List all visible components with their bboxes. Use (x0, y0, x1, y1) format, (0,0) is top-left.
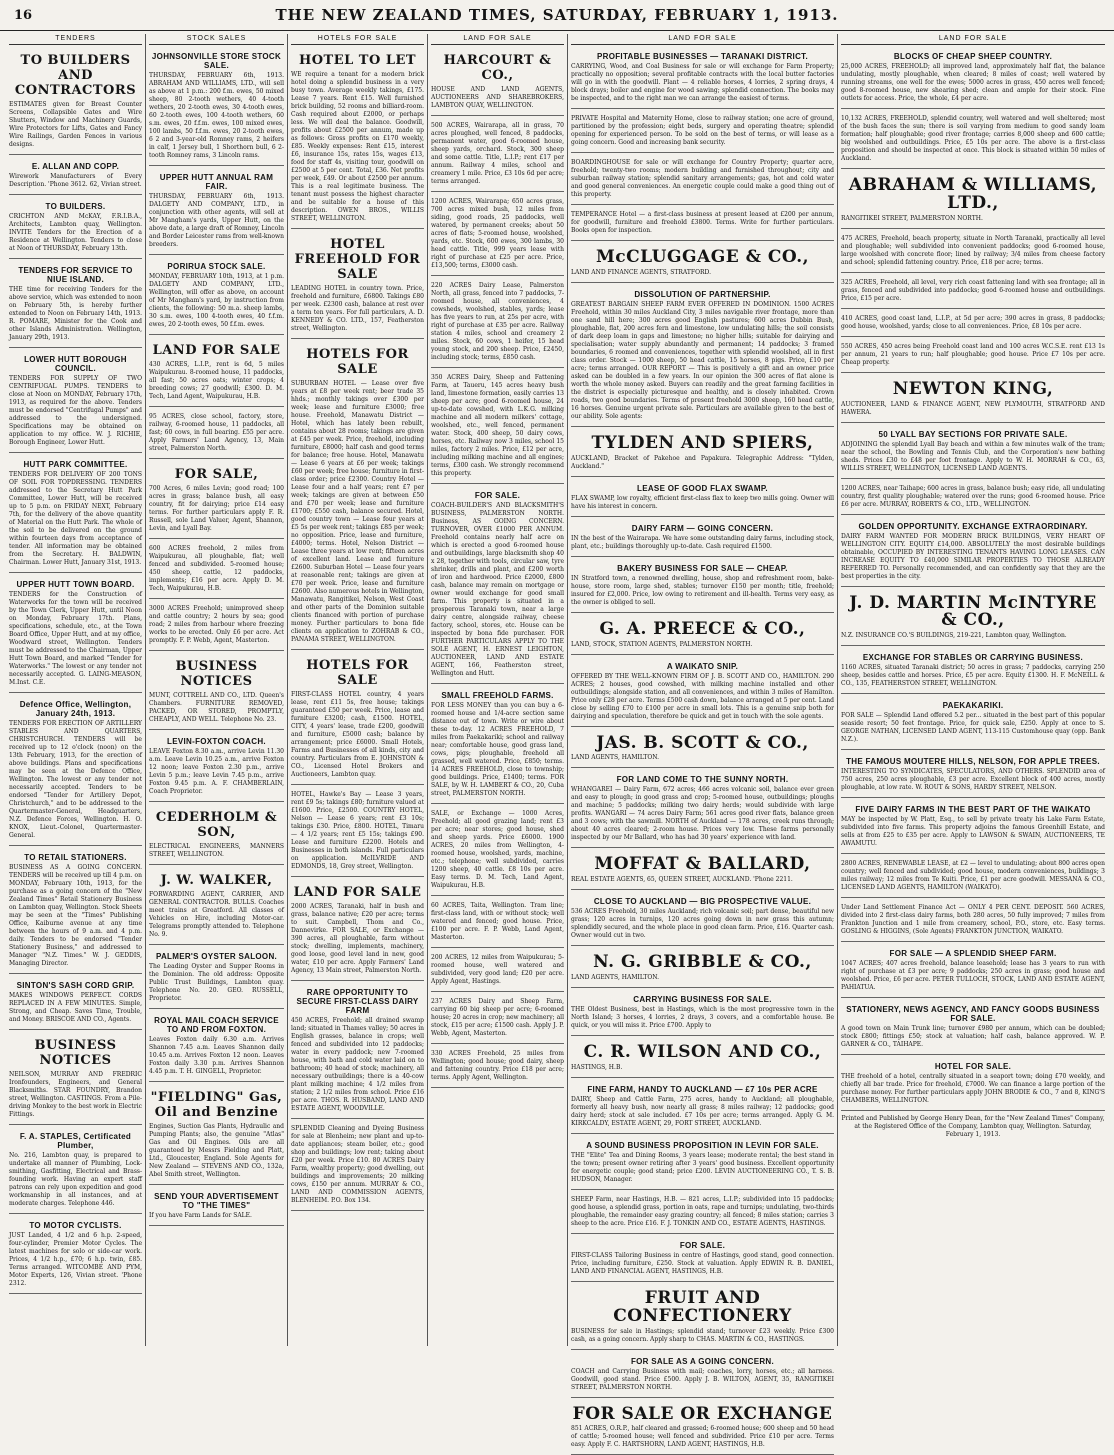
advertisement (571, 244, 834, 283)
advertisement (149, 602, 284, 651)
advertisement (431, 951, 564, 992)
advertisement (9, 576, 142, 693)
advertisement (571, 156, 834, 205)
advertisement (841, 112, 1105, 169)
advertisement (841, 482, 1105, 515)
ad-body-text: TENDERS FOR DELIVERY OF 200 TONS OF SOIL FOR TOPDRESSING. TENDERS addressed to the Secretary Hutt Park Committee, Lower Hutt, will be received up to 5 p.m. on FRIDAY NEXT, February 7th, for the delivery of the above quantity of Material on the Hutt Park. The whole of the soil to be delivered on the ground within fourteen days from acceptance of tender. All information may be obtained from the Secretary. H. BALDWIN, Chairman. Lower Hutt, January 31st, 1913. (9, 471, 142, 566)
advertisement (291, 788, 424, 877)
ad-body-text: RANGITIKEI STREET, PALMERSTON NORTH. (841, 214, 983, 222)
ad-body-text: HOUSE AND LAND AGENTS, AUCTIONEERS AND SHAREBROKERS, LAMBTON QUAY, WELLINGTON. (431, 86, 564, 109)
advertisement (571, 48, 834, 109)
ad-body-text: GREATEST BARGAIN SHEEP FARM EVER OFFERED IN DOMINION. 1500 ACRES Freehold, within 30 miles Auckland City, 3 miles navigable river frontage, more than one sand hill here; 300 acres good English pastures; 600 acres Dubbin Bush, ploughable, flat, 200 acres fern and limestone, low undulating hills; the soil consists of dark deep loam in gaps and limestone; no higher hills; suitable for dairying and specialisation; water supply abundantly and permanent; 14 paddocks; 3 framed boundaries, 6 roomed and conveniences, together with splendid woolshed, all in first class order. Stock — 1000 sheep, 50 head cattle, 15 horses, 8 pigs. Price, £10 per acre; terms arranged. OUR REPORT — This is positively a gift and an owner price asked can be doubled in a few years. In our opinion the 300 acres of flat alone is worth the whole money asked. Buyers can readily and the great farming facilities in the district is especially picturesque and healthy, and is closely inhabited. Crown roads, two good boundaries. Terms of present freehold 3000 sheep, 160 head cattle, 16 horses. Genuine urgent private sale. Particulars are available given to the best of our ability. Sole agents: (571, 300, 834, 420)
newspaper-title: THE NEW ZEALAND TIMES, SATURDAY, FEBRUARY 1, 1913. (275, 6, 839, 24)
ad-body-text: 450 ACRES, Freehold; all drained swamp land; situated in Thames valley; 50 acres in English grasses, balance in crops; well fenced and subdivided into 12 paddocks; water in every paddock; new 7-roomed house, with bath and cold water laid on to bathroom; 40 head of stock; machinery, all necessary outbuildings; there is a 40-cow plant milking machine; 4 1/2 miles from station; 2 1/2 miles from school. Price £16 per acre. THOS. R. HUSBAND, LAND AND ESTATE AGENT, WOODVILLE. (291, 1017, 424, 1112)
advertisement (9, 1217, 142, 1294)
advertisement (841, 801, 1105, 854)
ad-headline: N. G. GRIBBLE & CO., (593, 952, 812, 973)
ad-body-text: WHANGAREI — Dairy Farm, 672 acres; 466 acres volcanic soil, balance ever green and easy to plough; in good grass and crop; 5-roomed house, outbuildings; ploughs and machine; 5 paddocks; milking two dairy herds; would subdivide with large profits. WANGARI — 74 acres Dairy Farm; 561 acres good river flats, balance green and 3 cows; with the sawmill. NORTH of Auckland — 178 acres, creek runs through; about 40 acres cleared; 2-room house. Prices very low. These farms personally inspected by our Mr Ballard, who has had 30 years' experience with land. (571, 786, 834, 842)
ad-headline: CEDERHOLM & SON, (155, 810, 278, 840)
ad-headline: TO BUILDERS. (45, 202, 106, 211)
ad-headline: BUSINESS NOTICES (34, 1038, 117, 1068)
ad-body-text: INTERESTING TO SYNDICATES, SPECULATORS, AND OTHERS. SPLENDID area of 750 acres, 250 acres ploughable, £3 per acre. Excellent block of 400 acres, mostly ploughable, at low rate. W. ROUT & SONS, HARDY STREET, NELSON. (841, 768, 1105, 792)
advertisement (841, 426, 1105, 479)
ad-headline: BUSINESS NOTICES (175, 659, 258, 689)
ad-headline: DISSOLUTION OF PARTNERSHIP. (634, 289, 771, 299)
ad-headline: HOTELS FOR SALE (306, 658, 409, 688)
ad-headline: FOR SALE. (679, 1240, 726, 1250)
ad-body-text: 430 ACRES, L.I.P., rent is 6d, 5 miles Waipukurau. 8-roomed house, 11 paddocks, all fast; 50 acres oats; winter crops; 4 breeding cows; 27 goodwill; £300. D. M. Tech, Land Agent, Waipukurau, H.B. (149, 361, 284, 400)
ad-body-text: LEADING HOTEL in country town. Price, freehold and furniture, £6800. Takings £80 per week. £2300 cash, balance at rest over a term ten years. For full particulars, A. D. KENNEDY & CO. LTD., 157, Featherston street, Wellington. (291, 285, 424, 332)
ad-headline: CARRYING BUSINESS FOR SALE. (633, 995, 772, 1005)
ad-body-text: COACH-BUILDER'S AND BLACKSMITH'S BUSINESS, PALMERSTON NORTH. Business, AS GOING CONCERN. TURNOVER, OVER £1000 PER ANNUM. Freehold contains nearly half acre on which is erected a good 6-roomed house and outbuildings, large blacksmith shop 40 x 28, together with tools, circular saw, tyre shrinker, drills and plant, and £200 worth of iron and hardwood. Price £2000, £800 cash, balance may remain on mortgage or owner would exchange for good small farm. This property is situated in a prosperous Taranaki town, near a large dairy centre, alongside railway, cheese factory, school, stores, etc. House can be inspected by bona fide purchaser. FOR FURTHER PARTICULARS APPLY TO THE SOLE AGENT, H. ERNEST LEIGHTON, AUCTIONEER, LAND AND ESTATE AGENT, 166, Featherston street, Wellington and Hutt. (431, 502, 564, 677)
ad-body-text: 350 ACRES Dairy, Sheep and Fattening Farm, at Taueru, 145 acres heavy bush land, limestone formation, easily carries 13 sheep per acre; good 6-roomed house, 24 up-to-date cowshed, with L.K.G. milking machine and all modern milkers' cottage, woolshed, etc., well fenced, permanent water. Stock, 400 sheep, 50 dairy cows, horses, etc. Railway now 3 miles, school 15 miles, factory 2 miles. Price, £12 per acre, including milking machine and all engines; terms, £300 cash. We strongly recommend this property. (431, 374, 564, 477)
ad-body-text: THE freehold of a hotel, centrally situated in a seaport town; doing £70 weekly, and chiefly all bar trade. Price for freehold, £7000. We can finance a large portion of the purchase money. For further particulars apply JOHN BRODIE & CO., 7 and 8, KING'S CHAMBERS, WELLINGTON. (841, 1073, 1105, 1105)
advertisement (9, 456, 142, 573)
advertisement (571, 1137, 834, 1190)
ad-body-text: 95 ACRES, close school, factory, store, railway, 6-roomed house, 11 paddocks, all fast; 60 cows, in full bearing. £55 per acre. Apply Farmers' Land Agency, 13, Main street, Palmerston North. (149, 413, 284, 452)
ad-body-text: 25,000 ACRES, FREEHOLD; all improved land, approximately half flat, the balance undulating, mostly ploughable, when cleared; 8 miles of coast; well watered by running streams, one well for the ewes; 5000 acres in grass, 450 acres well fenced; good 8-roomed house, new shearing shed; clean and ample for their stock. Fine outlets for access. Price, the whole, £4 per acre. (841, 63, 1105, 102)
ad-body-text: PRIVATE Hospital and Maternity Home, close to railway station; one acre of ground, partitioned by the profession; eight beds, surgery and operating theatre; splendid opening for experienced person. To be sold on the best of terms, or will lease as a going concern. Good and increasing bank security. (571, 115, 834, 146)
ad-headline: HUTT PARK COMMITTEE. (23, 460, 128, 469)
ad-body-text: TEMPERANCE Hotel — a first-class business at present leased at £200 per annum, for goodwill, furniture and freehold £3800. Terms. Write for further particulars. Books open for inspection. (571, 211, 834, 234)
advertisement (841, 518, 1105, 587)
ad-body-text: A good town on Main Trunk line; turnover £980 per annum, which can be doubled; stock £800; fittings £50; stock at valuation; half cash, balance approved. W. P. GARNER & CO., TAIHAPE. (841, 1025, 1105, 1049)
advertisement (841, 1058, 1105, 1111)
page-number: 16 (14, 8, 33, 23)
ad-headline: LOWER HUTT BOROUGH COUNCIL. (24, 355, 127, 373)
ad-headline: CLOSE TO AUCKLAND — BIG PROSPECTIVE VALUE. (593, 897, 812, 907)
advertisement (571, 480, 834, 517)
ad-body-text: SHEEP Farm, near Hastings, H.B. — 821 acres, L.I.P.; subdivided into 15 paddocks; good house, a splendid grass, portion in oats, rape and turnips; undulating, two-thirds ploughable, the remainder easy grazing country; all fenced; 8 miles station; carries 3 sheep to the acre. Price £16. F. J. TONKIN AND CO., ESTATE AGENTS, HASTINGS. (571, 1195, 834, 1227)
ad-headline: JAS. B. SCOTT & CO., (596, 732, 809, 753)
ad-headline: TENDERS FOR SERVICE TO NIUE ISLAND. (18, 266, 133, 284)
advertisement (149, 169, 284, 255)
advertisement (149, 1085, 284, 1185)
ad-body-text: 325 ACRES, Freehold, all level, very rich coast fattening land with sea frontage; all in grass, fenced and subdivided into paddocks; good 6-roomed house and outbuildings. Price, £15 per acre. (841, 278, 1105, 302)
advertisement (291, 48, 424, 229)
ad-headline: G. A. PREECE & CO., (599, 618, 806, 639)
ad-body-text: AUCTIONEER, LAND & FINANCE AGENT, NEW PLYMOUTH, STRATFORD AND HAWERA. (841, 400, 1105, 416)
ad-body-text: FIRST-CLASS Tailoring Business in centre of Hastings, good stand, good connection. Price, including furniture, £250. Stock at valuation. Apply EDWIN R. B. DANIEL, LAND AND FINANCIAL AGENT, HASTINGS, H.B. (571, 1251, 834, 1275)
column-land-for-sale-1 (428, 34, 568, 1346)
ad-body-text: 2000 ACRES, Taranaki, half in bush and grass, balance native; £20 per acre; terms to suit. Campbell, Thom and Co., Dannevirke. FOR SALE, or Exchange — 390 acres, all ploughable, farm without stock; dwelling, implements, machinery, good loose, good level land in new, good water, £10 per acre. Apply Farmers' Land Agency, 13 Main street, Palmerston North. (291, 903, 424, 974)
ad-headline: FOR SALE, (174, 467, 259, 482)
advertisement (149, 1012, 284, 1082)
ad-body-text: THE "Elite" Tea and Dining Rooms, 3 years lease; moderate rental; the best stand in the town; present owner retiring after 3 years' good business. Excellent opportunity for energetic couple; good stand; price £200. LEVIN AUCTIONEERING CO., T. S. B. HUDSON, Manager. (571, 1151, 834, 1183)
ad-body-text: MONDAY, FEBRUARY 10th, 1913, at 1 p.m. DALGETY AND COMPANY, LTD., Wellington, will offer as above, on account of Mr Mangham's yard, by instruction from clients, the following: 50 m.a. sheep lambs, 30 s.m. ewes, 100 4-tooth ewes, 40 f.f.m. ewes, 20 2-tooth ewes, 50 f.f.m. ewes. (149, 273, 284, 328)
advertisement (431, 371, 564, 484)
advertisement (291, 653, 424, 785)
ad-headline: RARE OPPORTUNITY TO SECURE FIRST-CLASS DAIRY FARM (296, 988, 419, 1015)
ad-headline: J. D. MARTIN McINTYRE & CO., (849, 592, 1097, 631)
advertisement (571, 1081, 834, 1134)
column-heading: LAND FOR SALE (841, 34, 1105, 45)
advertisement (571, 430, 834, 477)
ad-headline: "FIELDING" Gas, Oil and Benzine (150, 1090, 283, 1120)
advertisement (841, 590, 1105, 647)
ad-body-text: CARRYING, Wood, and Coal Business for sale or will exchange for Farm Property; practically no opposition; several profitable contracts with the local butter factories will go in with the goodwill. Plant — 4 reliable horses, 4 lorries, 2 spring drays, 4 block drays; boiler and engine for wood sawing; splendid connection. The books may be inspected, and to the right man we can arrange the easiest of terms. (571, 63, 834, 102)
advertisement (841, 172, 1105, 229)
ad-body-text: The Leading Oyster and Supper Rooms in the Dominion. The old address: Opposite Public Trust Buildings, Lambton quay. Telephone No. 20. GEO. RUSSELL, Proprietor. (149, 963, 284, 1002)
ad-body-text: LEAVE Foxton 8.30 a.m., arrive Levin 11.30 a.m. Leave Levin 10.25 a.m., arrive Foxton 12 noon; leave Foxton 2.30 p.m., arrive Levin 5 p.m.; leave Levin 7.45 p.m., arrive Foxton 9.45 p.m. A. F. CHAMBERLAIN, Coach Proprietor. (149, 748, 284, 795)
ad-headline: TYLDEN AND SPIERS, (591, 432, 814, 453)
ad-body-text: NEILSON, MURRAY AND FREDRIC Ironfounders, Engineers, and General Blacksmiths. STAR FOUNDRY, Brandon street, Wellington. CASTINGS. From a Pile-driving Monkey to the best work in Electric Fittings. (9, 1071, 142, 1118)
ad-headline: LAND FOR SALE (152, 343, 281, 358)
ad-body-text: If you have Farm Lands for SALE. (149, 1212, 252, 1219)
ad-headline: SMALL FREEHOLD FARMS. (441, 691, 554, 700)
ad-body-text: 475 ACRES, Freehold, beach property, situate in North Taranaki, practically all level and ploughable; well subdivided into convenient paddocks; good 6-roomed house, large woolshed with concrete floor; lined by railway; 3/4 miles from cheese factory and school; splendid fattening country. Price, £18 per acre; terms. (841, 234, 1105, 266)
advertisement (9, 351, 142, 453)
ad-body-text: No. 216, Lambton quay, is prepared to undertake all manner of Plumbing, Lock-smithing, Gasfitting, Electrical and Brass-founding work. Having an expert staff patrons can rely upon expedition and good workmanship in all instances, and at moderate charges. Telephone 446. (9, 1152, 142, 1207)
ad-body-text: TENDERS FOR SUPPLY OF TWO CENTRIFUGAL PUMPS. TENDERS to close at Noon on MONDAY, February 17th, 1913, as required for the above. Tenders must be endorsed "Centrifugal Pumps" and addressed to the undersigned. Specifications may be obtained on application to my office. W. J. RICHIE, Borough Engineer, Lower Hutt. (9, 375, 142, 446)
advertisement (149, 410, 284, 459)
ad-headline: TO BUILDERS AND CONTRACTORS (14, 53, 137, 98)
advertisement (9, 1033, 142, 1125)
ad-headline: FOR SALE AS A GOING CONCERN. (630, 1356, 775, 1366)
advertisement (571, 658, 834, 727)
advertisement (149, 462, 284, 539)
advertisement (9, 158, 142, 195)
ad-body-text: THE Oldest Business, best in Hastings, which is the most progressive town in the North Island; 3 horses, 4 lorries, 2 drays, 3 covers, and a comfortable house. Be quick, or you will miss it. Price £700. Apply to (571, 1006, 834, 1030)
ad-headline: BAKERY BUSINESS FOR SALE — CHEAP. (617, 563, 788, 573)
ad-headline: HARCOURT & CO., (443, 53, 552, 83)
ad-body-text: THE time for receiving Tenders for the above service, which was extended to noon on February 5th, is hereby further extended to Noon on February 14th, 1913. R. POMARE, Minister for the Cook and other Islands Administration. Wellington, January 29th, 1913. (9, 286, 142, 341)
ad-headline: F. A. STAPLES, Certificated Plumber, (19, 1132, 132, 1150)
ad-body-text: LAND, STOCK, STATION AGENTS, PALMERSTON NORTH. (571, 640, 753, 648)
advertisement (571, 1237, 834, 1282)
advertisement (431, 48, 564, 116)
advertisement (571, 1353, 834, 1398)
advertisement (841, 945, 1105, 998)
ad-headline: FIVE DAIRY FARMS IN THE BEST PART OF THE WAIKATO (855, 805, 1091, 815)
ad-body-text: 550 ACRES, 450 acres being Freehold coast land and 100 acres W.C.S.E. rent £13 1s per annum, 21 years to run; half ploughable; good house. Price £7 10s per acre. Cheap property. (841, 342, 1105, 366)
advertisement (291, 880, 424, 981)
ad-body-text: Engines, Suction Gas Plants, Hydraulic and Pumping Plants; also, the genuine "Atlas" Gas and Oil Engines. Oils are all guaranteed by Messrs Fielding and Platt, Ltd., Gloucester, England. Sole Agents for New Zealand — STEVENS AND CO., 132a, Abel Smith street, Wellington. (149, 1123, 284, 1178)
printer-imprint: Printed and Published by George Henry Dean, for the "New Zealand Times" Company, at the Registered Office of the Company, Lambton quay, Wellington. Saturday, February 1, 1913. (841, 1115, 1105, 1139)
advertisement (571, 560, 834, 613)
advertisement (149, 948, 284, 1009)
advertisement (841, 376, 1105, 423)
ad-body-text: 1200 ACRES, Wairarapa; 650 acres grass, 700 acres mixed bush, 12 miles from siding, good roads, 25 paddocks, well watered, by permanent creeks; about 50 acres of flats; 5-roomed house, woolshed, yards, etc. Stock, 600 ewes, 300 lambs, 30 head cattle. Title, 999 years lease with right of purchase at £25 per acre. Price, £13,500; terms, £3000 cash. (431, 198, 564, 269)
advertisement (571, 771, 834, 848)
column-land-for-sale-2 (568, 34, 838, 1449)
ad-headline: EXCHANGE FOR STABLES OR CARRYING BUSINESS. (862, 653, 1084, 663)
advertisement (571, 208, 834, 241)
ad-body-text: N.Z. INSURANCE CO.'S BUILDINGS, 219-221, Lambton quay, Wellington. (841, 632, 1067, 640)
column-tenders (6, 34, 146, 1346)
advertisement (841, 276, 1105, 309)
advertisement (9, 48, 142, 155)
ad-headline: HOTEL FREEHOLD FOR SALE (294, 237, 421, 282)
advertisement (149, 1188, 284, 1226)
ad-body-text: 10,132 ACRES, FREEHOLD, splendid country, well watered and well sheltered; most of the bush faces the sun; there is soil varying from medium to good sandy loam formation; half ploughable; good river frontage; carries 8,000 sheep and 600 cattle; big woolshed and outbuildings. Price, £5 10s per acre. The above is a first-class proposition and should be inspected at once. This block is situated within 50 miles of Auckland. (841, 115, 1105, 162)
ad-body-text: 410 ACRES, good coast land, L.I.P., at 5d per acre; 390 acres in grass, 8 paddocks; good house, woolshed, yards; close to all conveniences. Price, £8 10s per acre. (841, 314, 1105, 330)
advertisement (571, 851, 834, 890)
ad-body-text: DAIRY, Sheep and Cattle Farm, 275 acres, handy to Auckland; all ploughable, formerly all heavy bush, now nearly all grass; 8 miles railway; 12 paddocks; good dairy herd; stock at sale included. £7 10s per acre; terms arranged. Apply G. M. KIRKCALDY, ESTATE AGENT, 29, FORT STREET, AUCKLAND. (571, 1095, 834, 1127)
advertisement (149, 805, 284, 865)
ad-body-text: HASTINGS, H.B. (571, 1063, 623, 1071)
ad-body-text: 1160 ACRES, situated Taranaki district; 50 acres in grass; 7 paddocks, carrying 250 sheep, besides cattle and horses. Price, £5 per acre. Equity £1300. H. F. McNEILL & CO., 135, FEATHERSTON STREET, WELLINGTON. (841, 664, 1105, 688)
ad-headline: DAIRY FARM — GOING CONCERN. (631, 523, 774, 533)
ad-headline: 50 LYALL BAY SECTIONS FOR PRIVATE SALE. (878, 429, 1068, 439)
advertisement (9, 262, 142, 348)
column-stock-sales (146, 34, 288, 1346)
ad-headline: BLOCKS OF CHEAP SHEEP COUNTRY. (893, 52, 1053, 61)
advertisement (9, 1128, 142, 1214)
advertisement (841, 48, 1105, 109)
advertisement (571, 1039, 834, 1078)
ad-headline: J. W. WALKER, (160, 873, 273, 888)
ad-headline: JOHNSONVILLE STORE STOCK SALE. (151, 52, 282, 70)
ad-body-text: IN the best of the Wairarapa. We have some outstanding dairy farms, including stock, plant, etc.; buildings thoroughly up-to-date. Cash required £1500. (571, 534, 834, 550)
advertisement (841, 1001, 1105, 1055)
ad-body-text: 220 ACRES Dairy Lease, Palmerston North, all grass, fenced into 7 paddocks, 7-roomed house, all conveniences, 4 cowsheds, woolshed, stables, yards; lease has five years to run, at 25s per acre, with right of purchase at £35 per acre. Railway station 4 miles, school and creamery 2 miles. Stock, 60 cows, 1 heifer, 15 head young stock, and 200 sheep. Price, £2450, including stock; terms, £850 cash. (431, 282, 564, 361)
ad-headline: UPPER HUTT TOWN BOARD. (16, 580, 135, 589)
advertisement (841, 753, 1105, 798)
ad-headline: ROYAL MAIL COACH SERVICE TO AND FROM FOXTON. (154, 1016, 279, 1034)
advertisement (9, 977, 142, 1030)
ad-body-text: DAIRY FARM WANTED FOR MODERN BRICK BUILDINGS, VERY HEART OF WELLINGTON CITY. EQUITY £14,000. ABSOLUTELY the most desirable buildings obtainable, OCCUPIED BY INTERESTING TENANTS HAVING LONG LEASES. CAN INCREASE EQUITY TO £40,000 SIMILAR PROPERTIES TO THOSE ALREADY REFERRED TO. Personally recommended, and can confidently say that they are the best properties in the city. (841, 532, 1105, 580)
ad-headline: MOFFAT & BALLARD, (594, 854, 811, 875)
ad-body-text: THURSDAY, FEBRUARY 6th, 1913. ABRAHAM AND WILLIAMS, LTD., will sell as above at 1 p.m.: 200 f.m. ewes, 50 mixed sheep, 80 2-tooth wethers, 40 4-tooth wethers, 20 2-tooth ewes, 30 4-tooth ewes, 60 2-tooth ewes, 100 4-tooth wethers, 60 s.m. ewes, 20 f.f.m. ewes, 100 mixed ewes, 100 lambs, 50 f.f.m. ewes, 20 2-tooth ewes, 6 2 and 3-year-old Romney rams, 2 heifers in calf, 1 Jersey bull, 1 Shorthorn bull, 6 2-tooth Romney rams, 3 Lincoln rams. (149, 72, 284, 159)
ad-headline: A SOUND BUSINESS PROPOSITION IN LEVIN FOR SALE. (586, 1140, 819, 1150)
advertisement (571, 616, 834, 655)
advertisement (571, 112, 834, 153)
advertisement (571, 520, 834, 557)
advertisement (9, 696, 142, 846)
advertisement (841, 649, 1105, 694)
advertisement (431, 195, 564, 276)
advertisement (571, 730, 834, 769)
ad-headline: NEWTON KING, (892, 378, 1054, 399)
advertisement (431, 687, 564, 804)
advertisement (841, 232, 1105, 273)
ad-body-text: MAY be inspected by W. Platt, Esq., to sell by private treaty his Lake Farm Estate, subdivided into five farms. This property adjoins the famous Greenhill Estate, and sells at from £25 to £35 per acre. Apply to LAWSON & SWAIN, AUCTIONEERS, TE AWAMUTU. (841, 816, 1105, 848)
ad-body-text: SPLENDID Cleaning and Dyeing Business for sale at Blenheim; new plant and up-to-date appliances; steam boiler, etc.; good shop and buildings; low rent; taking about £20 per week. Price £10. 80 ACRES Dairy Farm, wealthy property; good dwelling, out buildings and improvements; 20 milking cows, £150 per annum. MURRAY & CO., LAND AND COMMISSION AGENTS, BLENHEIM. P.O. Box 134. (291, 1125, 424, 1204)
ad-body-text: 60 ACRES, Taita, Wellington. Tram line; first-class land, with or without stock; well watered and fenced; good house. Price, £100 per acre. F. P. Webb, Land Agent, Masterton. (431, 902, 564, 941)
ad-body-text: FOR LESS MONEY than you can buy a 6-roomed house and 1/4-acre section same distance out of town. Write or wire about these to-day. 12 ACRES FREEHOLD, 7 miles from Paekakariki; school and railway near; comfortable house, good grass land, cows, pigs; ploughable, freehold all grassed, well watered. Price, £850; terms. 14 ACRES FREEHOLD, close to township; good buildings. Price, £1400; terms. FOR SALE, by W. H. LAMBERT & CO., 20, Cuba street, PALMERSTON NORTH. (431, 702, 564, 797)
advertisement (431, 995, 564, 1044)
ad-headline: HOTELS FOR SALE (306, 347, 409, 377)
advertisement (291, 1122, 424, 1211)
advertisement (571, 949, 834, 988)
ad-body-text: 2800 ACRES, RENEWABLE LEASE, at £2 — level to undulating; about 800 acres open country; well fenced and subdivided; good house, modern conveniences, buildings; 3 miles railway; 12 miles from Te Kuiti. Price, £1 per acre goodwill. MESSANA & CO., LICENSED LAND AGENTS, HAMILTON (WAIKATO). (841, 860, 1105, 892)
masthead (0, 0, 1114, 31)
advertisement (149, 542, 284, 599)
ad-headline: FOR SALE OR EXCHANGE (572, 1403, 833, 1424)
advertisement (291, 342, 424, 650)
advertisement (431, 807, 564, 896)
ad-headline: SINTON'S SASH CORD GRIP. (16, 981, 135, 990)
ad-headline: A WAIKATO SNIP. (666, 661, 739, 671)
ad-headline: HOTEL TO LET (298, 53, 417, 68)
ad-headline: PALMER'S OYSTER SALOON. (155, 952, 278, 961)
ad-body-text: FIRST-CLASS HOTEL country, 4 years lease, rent £11 5s, free house; takings guaranteed £50 per week. Price, lease and furniture £3200; cash, £1500. HOTEL, CITY, 4 years' lease, trade £200, goodwill and furniture, £5000 cash; balance by arrangement; price £6000. Small Hotels, Farms and Businesses of all kinds, city and country. Particulars from E. JOHNSTON & CO., Licensed Hotel Brokers and Auctioneers, Lambton quay. (291, 691, 424, 778)
advertisement (571, 1193, 834, 1234)
ad-headline: PROFITABLE BUSINESSES — TARANAKI DISTRICT. (597, 52, 808, 61)
ad-headline: TO RETAIL STATIONERS. (24, 853, 127, 862)
ad-headline: FOR SALE — A SPLENDID SHEEP FARM. (889, 949, 1057, 959)
column-heading: LAND FOR SALE (571, 34, 834, 45)
ad-body-text: JUST Landed, 4 1/2 and 6 h.p. 2-speed, four-cylinder, Premier Motor Cycles. The latest machines for solo or side-car work. Prices, 4 1/2 h.p., £70; 6 h.p. twin, £85. Terms arranged. WITCOMBE AND PYM, Motor Experts, 126, Vivian street. 'Phone 2312. (9, 1232, 142, 1287)
advertisement (149, 258, 284, 335)
ad-body-text: WE require a tenant for a modern brick hotel doing a splendid business in a very busy town. Average weekly takings, £175. Lease 7 years. Rent £15. Well furnished brick building, 52 rooms and billiard-room. Cash required about £2000, or perhaps less. We will deal the balance. Goodwill, profits about £2500 per annum, made up as follows: Gross profits on £170 weekly, £85. Weekly expenses: Rent £15, interest £6, insurance 15s, rates 15s, wages £13, food for staff 4s, visiting tour, goodwill on £2500 at 5 per cent. Total, £36. Net profits per week, £49. Or about £2500 per annum. This is a real legitimate business. The tenant must possess the highest character and be suitable for a house of this description. OWEN BROS., WILLIS STREET, WELLINGTON. (291, 71, 424, 222)
ad-headline: LAND FOR SALE (293, 885, 422, 900)
advertisement (571, 1285, 834, 1350)
ad-body-text: Wirework Manufacturers of Every Description. 'Phone 3612. 62, Vivian street. (9, 173, 142, 188)
ad-headline: C. R. WILSON AND CO., (583, 1042, 822, 1063)
ad-body-text: FLAX SWAMP, low royalty, efficient first-class flax to keep two mills going. Owner will have his interest in concern. (571, 494, 834, 510)
ad-headline: HOTEL FOR SALE. (934, 1062, 1012, 1072)
ad-body-text: FORWARDING AGENT, CARRIER, AND GENERAL CONTRACTOR. BULLS. Coaches meet trains at Greatford. All classes of Vehicles on Hire, including Motor-car. Telegrams promptly attended to. Telephone No. 9. (149, 891, 284, 938)
ad-body-text: 200 ACRES, 12 miles from Waipukurau; 5-roomed house, well watered and subdivided, very good land; £20 per acre. Apply Agent, Hastings. (431, 954, 564, 985)
ad-headline: UPPER HUTT ANNUAL RAM FAIR. (159, 173, 274, 191)
advertisement (149, 733, 284, 802)
advertisement (841, 901, 1105, 942)
ad-headline: FINE FARM, HANDY TO AUCKLAND — £7 10s PER ACRE (587, 1084, 818, 1094)
ad-headline: E. ALLAN AND COPP. (31, 162, 120, 171)
ad-body-text: SALE, or Exchange — 1000 Acres, Freehold; all good grazing land; rent £3 per acre; near stores; good house, shed and sheep yards. Price £6000. 1900 ACRES, 20 miles from Wellington, 4-roomed house, woolshed, yards, machine, etc.; telephone; well subdivided, carries 1200 sheep, 40 cattle. £8 10s per acre. Easy terms. D. M. Tech, Land Agent, Waipukurau, H.B. (431, 810, 564, 889)
ad-body-text: ESTIMATES given for Breast Counter Screens, Collapsible Gates and Wire Shutters, Window and Machinery Guards, Wire Protectors for Lifts, Gates and Fancy Wire Railings, Garden Fences in various designs. (9, 101, 142, 148)
advertisement (431, 279, 564, 368)
ad-body-text: IN Stratford town, a renowned dwelling, house, shop and refreshment room, bake-house, store room, large shed, stables; turnover £150 per month; title, freehold; insured for £2,000. Price, low owing to retirement and ill-health. Terms very easy, as the owner is obliged to sell. (571, 574, 834, 606)
ad-body-text: TENDERS for the Construction of Waterworks for the town will be received by the Town Clerk, Upper Hutt, until Noon on Monday, February 17th. Plans, specifications, schedule, etc., at the Town Board Office, Upper Hutt, and at my office, Woodward street, Wellington. Tenders must be addressed to the Chairman, Upper Hutt Town Board, and marked "Tender for Waterworks." The lowest or any tender not necessarily accepted. G. LAING-MEASON, M.Inst. C.E. (9, 591, 142, 686)
column-heading: HOTELS FOR SALE (291, 34, 424, 45)
column-heading: LAND FOR SALE (431, 34, 564, 45)
ad-body-text: THURSDAY, FEBRUARY 6th, 1913. DALGETY AND COMPANY, LTD., in conjunction with other agents, will sell at Mr Mangham's yards, Upper Hutt, on the above date, a large draft of Romney, Lincoln and Border Leicester rams from well-known breeders. (149, 193, 284, 248)
advertisement (149, 48, 284, 166)
advertisement (431, 119, 564, 192)
advertisement (431, 487, 564, 684)
ad-body-text: 600 ACRES freehold, 2 miles from Waipukurau, all ploughable, flat; well fenced and subdivided. 5-roomed house; 450 sheep, cattle, 12 paddocks, implements; £16 per acre. Apply D. M. Tech, Waipukurau, H.B. (149, 545, 284, 592)
advertisement (571, 286, 834, 427)
advertisement (149, 868, 284, 945)
ad-body-text: 1047 ACRES; 407 acres freehold, balance leasehold; lease has 3 years to run with right of purchase at £3 per acre; 9 paddocks; 250 acres in grass; good house and woolshed. Price, £6 per acre. PETER TULLOCH, STOCK, LAND AND ESTATE AGENT, PAHIATUA. (841, 960, 1105, 992)
ad-headline: PORIRUA STOCK SALE. (167, 262, 266, 271)
ad-headline: TO MOTOR CYCLISTS. (29, 1221, 122, 1230)
advertisement (571, 1401, 834, 1455)
ad-headline: GOLDEN OPPORTUNITY. EXCHANGE EXTRAORDINARY. (858, 521, 1088, 531)
advertisement (149, 338, 284, 407)
ad-body-text: MUNT, COTTRELL AND CO., LTD. Queen's Chambers. FURNITURE REMOVED, PACKED, OR STORED, PROMPTLY, CHEAPLY, AND WELL. Telephone No. 23. (149, 692, 284, 723)
ad-body-text: 851 ACRES, O.R.P., half cleared and grassed; 6-roomed house; 600 sheep and 50 head of cattle; 5-roomed house; well fenced and subdivided. Price £10 per acre. Terms easy. Apply F. C. HARTSHORN, LAND AGENT, HASTINGS, H.B. (571, 1425, 834, 1449)
column-heading: STOCK SALES (149, 34, 284, 45)
ad-body-text: LAND AGENTS, HAMILTON. (571, 754, 660, 762)
ad-body-text: CRICHTON AND McKAY, F.R.I.B.A., Architects, Lambton quay, Wellington. INVITE Tenders for the Erection of a Residence at Wellington. Tenders to close at Noon of THURSDAY, February 13th. (9, 213, 142, 252)
ad-headline: FRUIT AND CONFECTIONERY (613, 1287, 792, 1326)
ad-body-text: 536 ACRES Freehold, 30 miles Auckland; rich volcanic soil; part dense, beautiful new grass; 120 acres in turnips, 120 acres going down in new grass this autumn; splendidly secured, and the whole place in good clean farm. Price, £16. Quarter cash. Owner would cut in two. (571, 908, 834, 940)
ad-body-text: Under Land Settlement Finance Act — ONLY 4 PER CENT. DEPOSIT. 560 ACRES, divided into 2 first-class dairy farms, both 280 acres, 50 fully improved; 7 miles from Frankton Junction and 1 mile from creamery, school, P.O., store, etc. Easy terms. GOSLING & HIGGINS, (Sole Agents) FRANKTON JUNCTION, WAIKATO. (841, 904, 1105, 936)
ad-body-text: LAND AND FINANCE AGENTS, STRATFORD. (571, 268, 712, 276)
advertisement (841, 312, 1105, 337)
ad-body-text: 500 ACRES, Wairarapa, all in grass, 70 acres ploughed, well fenced, 8 paddocks, permanent water, good 6-roomed house, sheep yards, orchard. Stock, 300 sheep and some cattle. Title, L.I.P.; rent £17 per annum. Railway 4 miles, school and creamery 1 mile. Price, £3 10s 6d per acre; terms arranged. (431, 122, 564, 185)
advertisement (841, 340, 1105, 373)
ad-body-text: BUSINESS AS A GOING CONCERN. TENDERS will be received up till 4 p.m. on MONDAY, February 10th, 1913, for the purchase as a going concern of the "New Zealand Times" Retail Stationery Business on Lambton quay, Wellington. Stock Sheets may be seen at the "Times" Publishing Office, Kaiburne avenue at any time between the hours of 9 a.m. and 4 p.m. daily. Tenders to be endorsed "Tender Stationery Business," and addressed to Manager "N.Z. Times." W. J. GEDDIS, Managing Director. (9, 864, 142, 967)
column-hotels-for-sale (288, 34, 428, 1346)
ad-headline: LEASE OF GOOD FLAX SWAMP. (637, 483, 768, 493)
advertisement (149, 654, 284, 730)
ad-body-text: LAND AGENTS, HAMILTON. (571, 974, 660, 982)
ad-body-text: AUCKLAND, Bracket of Pakehoe and Papakura. Telegraphic Address: "Tylden, Auckland." (571, 454, 834, 470)
ad-headline: SEND YOUR ADVERTISEMENT TO "THE TIMES" (154, 1192, 279, 1210)
ad-body-text: FOR SALE — Splendid Land offered 5.2 per... situated in the best part of this popular seaside resort; 50 feet frontage. Price, for quick sale, £250. Apply at once to S. GEORGE NATHAN, LICENSED LAND AGENT, 113-115 Customhouse quay (opp. Bank N.Z.). (841, 712, 1105, 744)
ad-headline: Defence Office, Wellington, January 24th, 1913. (19, 700, 132, 718)
ad-headline: ABRAHAM & WILLIAMS, LTD., (848, 175, 1098, 213)
ad-headline: THE FAMOUS MOUTERE HILLS, NELSON, FOR APPLE TREES. (846, 757, 1100, 767)
advertisement (841, 857, 1105, 898)
advertisement (571, 893, 834, 946)
ad-body-text: REAL ESTATE AGENTS, 65, QUEEN STREET, AUCKLAND. 'Phone 2211. (571, 876, 793, 884)
advertisement (431, 1047, 564, 1088)
ad-body-text: HOTEL, Hawke's Bay — Lease 3 years, rent £9 5s; takings £80; furniture valued at £1600. Price, £2500. COUNTRY HOTEL, Nelson — Lease 6 years; rent £3 10s; takings £30. Price, £800. HOTEL, Timaru — 4 1/2 years; rent £5 15s; takings £90. Lease and furniture £2200. Hotels and Businesses in both islands. Full particulars on application. McILVRIDE AND EDMONDS, 18, Grey street, Wellington. (291, 791, 424, 870)
ad-headline: LEVIN-FOXTON COACH. (167, 737, 266, 746)
advertisement (431, 899, 564, 948)
columns (6, 34, 1108, 1449)
advertisement (9, 198, 142, 259)
ad-body-text: 700 Acres, 6 miles Levin; good road; 100 acres in grass; balance bush, all easy country, fit for dairying; price £14 easy terms. For further particulars apply F. R. Russell, sole Land Valuer, Agent, Shannon, Levin, and Lyall Bay. (149, 485, 284, 532)
ad-body-text: ELECTRICAL ENGINEERS, MANNERS STREET, WELLINGTON. (149, 843, 284, 858)
ad-body-text: 237 ACRES Dairy and Sheep Farm, carrying 60 big sheep per acre; 6-roomed house; 20 acres in crop; new machinery; all stock, £15 per acre; £1500 cash. Apply J. P. Webb, Agent, Masterton. (431, 998, 564, 1037)
column-land-for-sale-3 (838, 34, 1108, 1346)
ad-body-text: MAKES WINDOWS PERFECT. CORDS REPLACED IN A FEW MINUTES. Simple, Strong, and Cheap. Saves Time, Trouble, and Money. BRISCOE AND CO., Agents. (9, 992, 142, 1023)
advertisement (571, 991, 834, 1036)
ad-body-text: Leaves Foxton daily 6.30 a.m. Arrives Shannon 7.45 a.m. Leaves Shannon daily 10.45 a.m. Arrives Foxton 12 noon. Leaves Foxton daily 3.30 p.m. Arrives Shannon 4.45 p.m. T. H. GINGELL, Proprietor. (149, 1036, 284, 1075)
advertisement (291, 984, 424, 1119)
ad-body-text: BOARDINGHOUSE for sale or will exchange for Country Property; quarter acre, freehold; twenty-two rooms; modern building and furnished throughout; city and suburban railway station; splendid sanitary arrangements; gas, hot and cold water and good general conveniences. An energetic couple could make a good thing out of this property. (571, 159, 834, 198)
advertisement (9, 849, 142, 974)
ad-body-text: TENDERS FOR ERECTION OF ARTILLERY STABLES AND QUARTERS, CHRISTCHURCH. TENDERS will be received up to 12 o'clock (noon) on the 13th February, 1913, for the erection of above buildings. Plans and specifications may be seen at the Defence Office, Wellington. The lowest or any tender not necessarily accepted. Tenders to be endorsed "Tender for Artillery Depot, Christchurch," and to be addressed to the Quartermaster-General, Headquarters, N.Z. Defence Forces, Wellington. H. O. KNOX, Lieut.-Colonel, Quartermaster-General. (9, 720, 142, 839)
ad-body-text: SUBURBAN HOTEL — Lease over five years at £8 per week rent; beer trade 35 hhds.; monthly takings over £300 per week; lease and furniture £3000; free house. Freehold, Manawatu District — Hotel, which has lately been rebuilt, contains about 28 rooms; takings are given at £45 per week. Price, freehold, including furniture, £8000; half cash and good terms for balance; free house. Hotel, Manawatu — Lease 6 years at £6 per week; takings £60 per week; free house; furniture in first-class order; price £2300. Country Hotel — Lease four and a half years; rent £7 per week; takings are given at between £50 and £70 per week; lease and furniture £1700; £550 cash, balance secured. Hotel, good country town — Lease four years at £5 5s per week rent; takings £85 per week; no opposition. Price, lease and furniture, £4000; terms. Hotel, Nelson District — Lease three years at low rent; fifteen acres of excellent land. Lease and furniture £2600. Suburban Hotel — Lease four years at reasonable rent; takings are given at £70 per week. Price, lease and furniture £2600. Also numerous hotels in Wellington, Manawatu, Rangitikei, Nelson, West Coast and other parts of the Dominion suitable clients financed with portion of purchase money. Further particulars to bona fide clients on application to ZOHRAB & CO., PANAMA STREET, WELLINGTON. (291, 380, 424, 643)
ad-body-text: 1200 ACRES, near Taihape; 600 acres in grass, balance bush; easy ride, all undulating country, first quality ploughable; watered over the runs; good 6-roomed house. Price £6 per acre. MURRAY, ROBERTS & CO., LTD., WELLINGTON. (841, 484, 1105, 508)
ad-headline: PAEKAKARIKI. (942, 701, 1004, 711)
ad-headline: FOR SALE. (474, 491, 521, 500)
ad-body-text: OFFERED BY THE WELL-KNOWN FIRM OF J. B. SCOTT AND CO., HAMILTON. 290 ACRES; 2 houses, good cowshed, with milking machine installed and other outbuildings; alongside station, and all conveniences, and within 3 miles of Hamilton. Price only £28 per acre. Terms £500 cash down, balance arranged at 5 per cent. Land close by selling £70 to £100 per acre in small lots. This is a genuine snip both for dairying and speculation, therefore be quick and get in touch with the sole agents. (571, 672, 834, 720)
ad-body-text: 3000 ACRES Freehold; unimproved sheep and cattle country; 2 hours by sea; good road; 2 miles from harbour where freezing works to be erected. Only £6 per acre. Act promptly. F. P. Webb, Agent, Masterton. (149, 605, 284, 644)
ad-headline: STATIONERY, NEWS AGENCY, AND FANCY GOODS BUSINESS FOR SALE. (846, 1005, 1100, 1024)
ad-body-text: BUSINESS for sale in Hastings; splendid stand; turnover £23 weekly. Price £300 cash, as a going concern. Apply sharp to CHAS. MARTIN & CO., HASTINGS. (571, 1327, 834, 1343)
ad-body-text: 330 ACRES Freehold, 25 miles from Wellington; good house; good dairy, sheep and fattening country. Price £18 per acre; terms. Apply Agent, Wellington. (431, 1050, 564, 1081)
ad-body-text: ADJOINING the splendid Lyall Bay beach and within a few minutes walk of the tram; near the school, the Bowling and Tennis Club, and the Corporation's new bathing sheds. Prices £30 to £48 per foot frontage. Apply to W. H. MORRAH & CO., 63, WILLIS STREET, WELLINGTON, LICENSED LAND AGENTS. (841, 440, 1105, 472)
ad-body-text: COACH and Carrying Business with mail; coaches, lorry, horses, etc.; all harness. Goodwill, good stand. Price £500. Apply J. B. WILTON, AGENT, 35, RANGITIKEI STREET, PALMERSTON NORTH. (571, 1367, 834, 1391)
advertisement (841, 697, 1105, 750)
ad-headline: FOR LAND COME TO THE SUNNY NORTH. (616, 775, 789, 785)
advertisement (291, 232, 424, 339)
column-heading: TENDERS (9, 34, 142, 45)
ad-headline: McCLUGGAGE & CO., (595, 247, 810, 267)
